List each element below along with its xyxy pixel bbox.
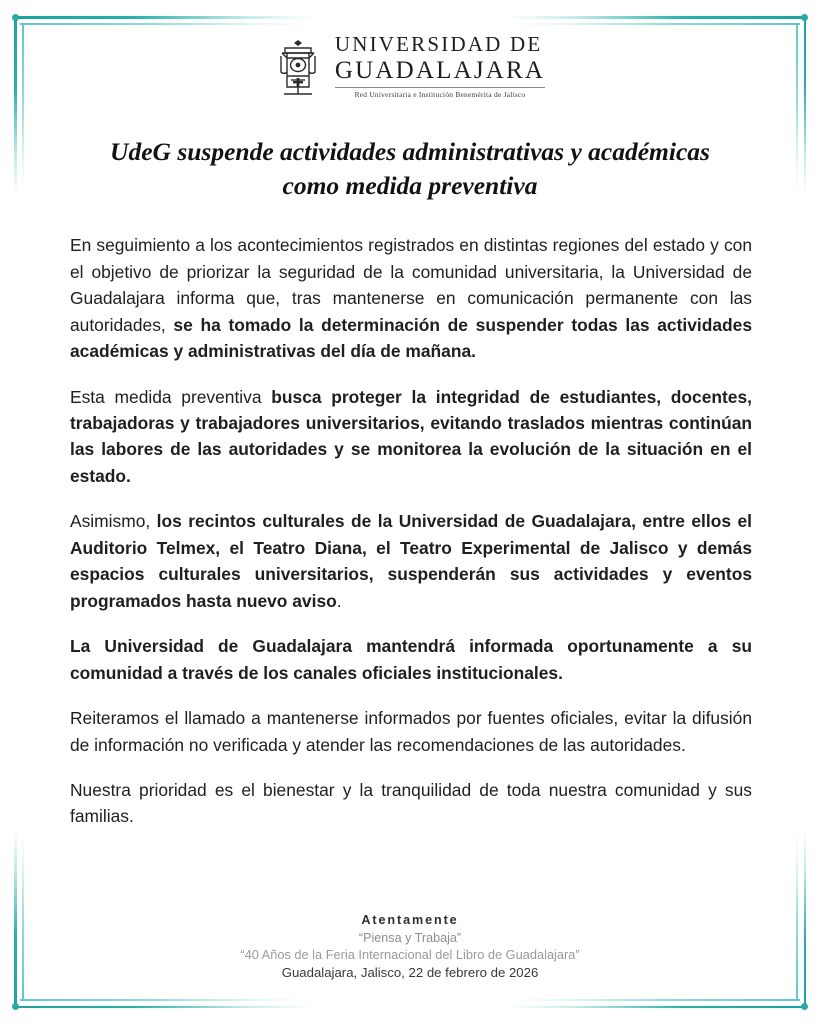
paragraph (70, 705, 752, 758)
text-run: Reiteramos el llamado a mantenerse informados por fuentes oficiales, evitar la difusión de información no verificada y atender las recomendaciones de las autoridades. (70, 708, 752, 755)
place-and-date: Guadalajara, Jalisco, 22 de febrero de 2026 (281, 965, 539, 980)
page-title: UdeG suspende actividades administrativas y académicas como medida preventiva (110, 137, 710, 200)
paragraph (70, 633, 752, 686)
text-run: Nuestra prioridad es el bienestar y la tranquilidad de toda nuestra comunidad y sus familias. (70, 780, 752, 827)
signature-block (0, 913, 820, 980)
body-copy (70, 232, 752, 830)
udeg-wordmark (335, 34, 545, 99)
text-run-bold: busca proteger la integridad de estudiantes, docentes, trabajadoras y trabajadores universitarios, evitando traslados mientras continúan las labores de las autoridades y se monitorea la evolución de la situación en el estado. (70, 386, 752, 486)
text-run: Esta medida preventiva (70, 386, 272, 407)
text-run-bold: se ha tomado la determinación de suspender todas las actividades académicas y administrativas del día de mañana. (70, 314, 752, 362)
text-run-bold: los recintos culturales de la Universidad de Guadalajara, entre ellos el Auditorio Telmex, el Teatro Diana, el Teatro Experimental de Jalisco y demás espacios culturales universitarios, suspenderán sus actividades y eventos programados hasta nuevo aviso (70, 511, 752, 611)
signature-salutation: Atentamente (361, 913, 459, 927)
wordmark-tagline: Red Universitaria e Institución Benemérita de Jalisco (335, 87, 545, 99)
anniversary-slogan: “40 Años de la Feria Internacional del Libro de Guadalajara” (240, 947, 580, 962)
paragraph (70, 384, 752, 490)
udeg-crest-icon (275, 38, 321, 96)
paragraph (70, 777, 752, 830)
paragraph (70, 508, 752, 614)
text-run-bold: La Universidad de Guadalajara mantendrá informada oportunamente a su comunidad a través de los canales oficiales institucionales. (70, 636, 752, 683)
wordmark-line-2: GUADALAJARA (334, 57, 546, 84)
university-motto: “Piensa y Trabaja” (358, 931, 462, 945)
letterhead (0, 0, 820, 99)
text-run: . (336, 590, 342, 611)
paragraph (70, 232, 752, 364)
wordmark-line-1: UNIVERSIDAD DE (334, 32, 543, 56)
text-run: Asimismo, (70, 511, 157, 532)
text-run: En seguimiento a los acontecimientos registrados en distintas regiones del estado y con el objetivo de priorizar la seguridad de la comunidad universitaria, la Universidad de Guadalajara informa que, tras mantenerse en comunicación permanente con las autoridades, (70, 235, 752, 335)
